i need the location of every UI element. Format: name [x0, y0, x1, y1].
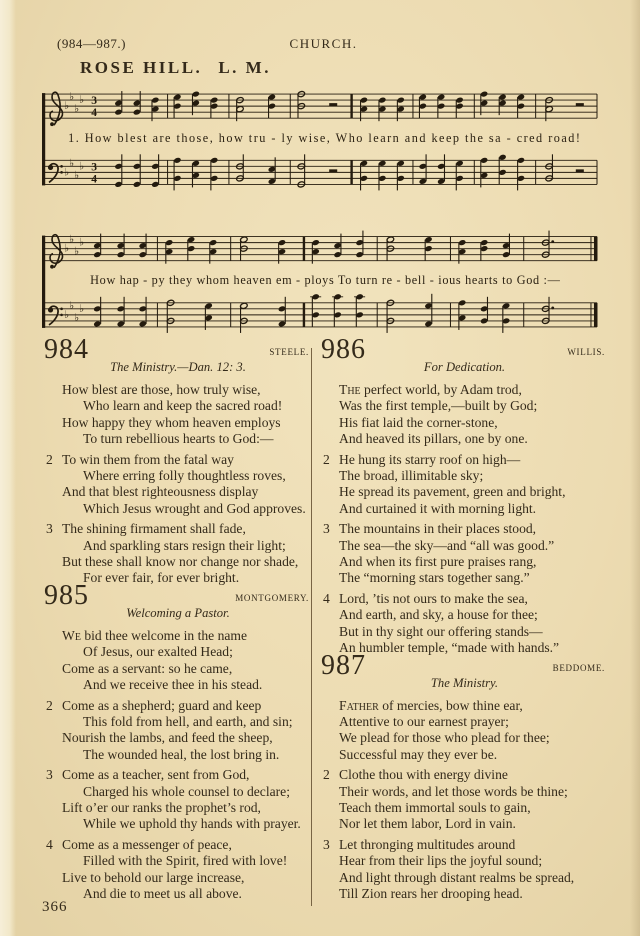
verse-line: And heaved its pillars, one by one.	[339, 431, 528, 447]
verse-line: We plead for those who plead for thee;	[339, 730, 550, 746]
verse-number: 4	[323, 590, 330, 606]
hymn-number: 986	[321, 334, 366, 365]
hymn-985	[44, 579, 311, 903]
lyric-line-1: 1. How blest are those, how tru - ly wise, Who learn and keep the sa - cred road!	[68, 131, 580, 146]
verse-line: Teach them immortal souls to gain,	[339, 799, 531, 815]
verse-line: Hear from their lips the joyful sound;	[339, 853, 543, 869]
svg-text:3: 3	[91, 95, 98, 108]
flat-icon: ♭	[64, 166, 70, 179]
hymn-title: The Ministry.—Dan. 12: 3.	[110, 360, 246, 374]
verse-line: Nor let them labor, Lord in vain.	[339, 816, 516, 832]
verse-line: But these shall know nor change nor shade,	[62, 554, 299, 570]
flat-icon: ♭	[69, 233, 75, 246]
hymn-title: Welcoming a Pastor.	[126, 605, 230, 620]
flat-icon: ♭	[79, 236, 85, 249]
verse-line: Come as a messenger of peace,	[62, 836, 232, 852]
verse	[322, 767, 607, 833]
verse-line: And light through distant realms be spread,	[339, 869, 575, 885]
flat-icon: ♭	[64, 100, 70, 113]
verse-line: And when its first pure praises rang,	[339, 554, 537, 570]
music-notation	[42, 78, 600, 341]
verse	[322, 452, 607, 518]
verse-line: Of Jesus, our exalted Head;	[83, 644, 233, 660]
hymn-header	[44, 579, 311, 625]
verse-line: To turn rebellious hearts to God:—	[83, 431, 274, 447]
verse-line: The broad, illimitable sky;	[339, 468, 484, 484]
verse	[45, 837, 311, 903]
verse-line: To win them from the fatal way	[62, 451, 234, 467]
verse-line: The wounded heal, the lost bring in.	[83, 746, 280, 762]
verse-number: 3	[46, 521, 53, 537]
verse-line: And curtained it with morning light.	[339, 500, 537, 516]
page-number: 366	[42, 899, 68, 915]
hymn-attribution: BEDDOME.	[552, 662, 605, 673]
treble-clef-icon	[50, 92, 62, 126]
verse-line: The sea—the sky—and “all was good.”	[339, 537, 555, 553]
verse-line: An humbler temple, “made with hands.”	[339, 640, 560, 656]
verse-line: Come as a teacher, sent from God,	[62, 767, 250, 783]
hymn-header	[44, 334, 311, 379]
verse-line: How happy they whom heaven employs	[62, 414, 281, 430]
verse-line: Successful may they ever be.	[339, 746, 498, 762]
verse-line: But in thy sight our offering stands—	[339, 623, 543, 639]
verse	[45, 452, 311, 518]
flat-icon: ♭	[74, 245, 80, 258]
verse-line: And that blest righteousness display	[62, 484, 259, 500]
hymn-title: The Ministry.	[430, 675, 499, 690]
verse-line: The “morning stars together sang.”	[339, 570, 530, 586]
verse-line: Filled with the Spirit, fired with love!	[83, 853, 288, 869]
flat-icon: ♭	[64, 308, 70, 321]
verse-line: Which Jesus wrought and God approves.	[83, 500, 306, 516]
verse-line: We bid thee welcome in the name	[62, 627, 248, 643]
hymn-987	[321, 649, 607, 903]
hymn-number: 984	[44, 334, 89, 365]
verse-line: Come as a shepherd; guard and keep	[62, 697, 262, 713]
verse	[322, 837, 607, 903]
verse	[322, 591, 607, 657]
verse	[45, 382, 311, 448]
verse	[322, 382, 607, 448]
verse-line: The shining firmament shall fade,	[62, 521, 246, 537]
flat-icon: ♭	[69, 157, 75, 170]
hymn-984	[44, 334, 311, 587]
flat-icon: ♭	[79, 302, 85, 315]
svg-text:3: 3	[91, 161, 98, 174]
verse	[45, 698, 311, 764]
flat-icon: ♭	[69, 299, 75, 312]
hymn-range: (984—987.)	[57, 36, 126, 51]
verse-line: Lift o’er our ranks the prophet’s rod,	[62, 799, 261, 815]
verse-line: The mountains in their places stood,	[339, 521, 537, 537]
hymn-number: 985	[44, 579, 89, 611]
svg-text:4: 4	[91, 107, 98, 120]
smallcaps-lead: ather	[346, 697, 379, 713]
verse-line: Attentive to our earnest prayer;	[339, 713, 509, 729]
verse	[322, 698, 607, 764]
verse-number: 3	[323, 836, 330, 852]
verse	[45, 628, 311, 694]
verse-line: Till Zion rears her drooping head.	[339, 885, 523, 901]
verse	[322, 521, 607, 587]
verse-number: 4	[46, 836, 53, 852]
verse-number: 2	[46, 451, 53, 467]
tune-title	[80, 58, 271, 78]
verse-line: Come as a servant: so he came,	[62, 660, 233, 676]
verse-line: This fold from hell, and earth, and sin;	[83, 713, 293, 729]
verse-line: Charged his whole counsel to declare;	[83, 783, 290, 799]
hymn-986	[321, 334, 607, 657]
hymn-header	[321, 334, 607, 379]
verse-number: 2	[46, 697, 53, 713]
verse-line: And die to meet us all above.	[83, 885, 242, 901]
hymn-attribution: WILLIS.	[567, 347, 605, 357]
page-left-edge	[0, 0, 16, 936]
verse-line: Who learn and keep the sacred road!	[83, 398, 283, 414]
left-column	[44, 334, 311, 906]
flat-icon: ♭	[69, 91, 75, 104]
hymn-title: For Dedication.	[423, 360, 506, 374]
verse-line: Lord, ’tis not ours to make the sea,	[339, 590, 528, 606]
verse-number: 2	[323, 451, 330, 467]
flat-icon: ♭	[74, 103, 80, 116]
verse-line: Where erring folly thoughtless roves,	[83, 468, 286, 484]
verse-line: While we uphold thy hands with prayer.	[83, 816, 301, 832]
page-right-edge	[630, 0, 640, 936]
verse-line: Nourish the lambs, and feed the sheep,	[62, 730, 273, 746]
verse-number: 3	[46, 767, 53, 783]
svg-text:4: 4	[91, 173, 98, 186]
verse-line: And we receive thee in his stead.	[83, 677, 263, 693]
verse-line: And earth, and sky, a house for thee;	[339, 607, 538, 623]
music-staves	[42, 91, 597, 333]
verse-number: 2	[323, 767, 330, 783]
verse-line: Live to behold our large increase,	[62, 869, 245, 885]
verse-line: For ever fair, for ever bright.	[83, 570, 240, 586]
smallcaps-lead: he	[347, 382, 361, 397]
verse-line: Was the first temple,—built by God;	[339, 398, 538, 414]
right-column	[311, 334, 607, 906]
page-header	[45, 36, 602, 54]
verse	[45, 767, 311, 833]
hymn-number: 987	[321, 649, 366, 681]
verse-line: His fiat laid the corner-stone,	[339, 414, 498, 430]
lyric-line-2: How hap - py they whom heaven em - ploys To turn re - bell - ious hearts to God :—	[90, 272, 560, 287]
tune-meter: L. M.	[218, 58, 271, 77]
verse-line: Let thronging multitudes around	[339, 836, 516, 852]
tune-name: ROSE HILL.	[80, 58, 203, 77]
flat-icon: ♭	[74, 311, 80, 324]
verse-line: Their words, and let those words be thine;	[339, 783, 568, 799]
verse-line: And sparkling stars resign their light;	[83, 537, 286, 553]
verse-line: The perfect world, by Adam trod,	[339, 382, 522, 397]
verse-line: He spread its pavement, green and bright,	[339, 484, 566, 500]
verse-line: How blest are those, how truly wise,	[62, 382, 261, 397]
verse-number: 3	[323, 521, 330, 537]
flat-icon: ♭	[79, 94, 85, 107]
verse	[45, 521, 311, 587]
section-title: CHURCH.	[289, 36, 358, 51]
verse-line: Clothe thou with energy divine	[339, 767, 508, 783]
hymn-text-columns	[44, 334, 607, 906]
flat-icon: ♭	[64, 242, 70, 255]
verse-line: Father of mercies, bow thine ear,	[339, 697, 523, 713]
hymn-header	[321, 649, 607, 695]
treble-clef-icon	[50, 235, 62, 269]
flat-icon: ♭	[74, 169, 80, 182]
smallcaps-lead: e	[74, 627, 81, 643]
flat-icon: ♭	[79, 160, 85, 173]
hymn-attribution: MONTGOMERY.	[235, 592, 309, 603]
verse-line: He hung its starry roof on high—	[339, 451, 521, 467]
hymn-attribution: STEELE.	[269, 347, 309, 357]
